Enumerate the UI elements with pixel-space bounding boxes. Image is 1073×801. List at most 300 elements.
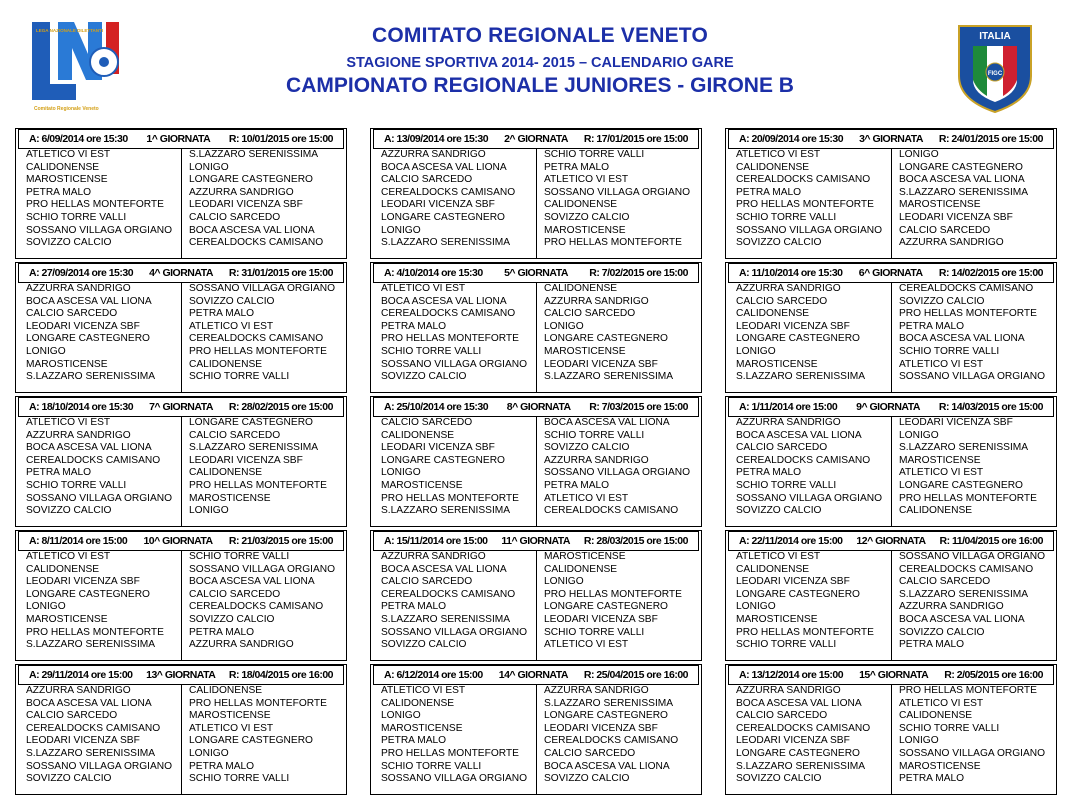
away-team: AZZURRA SANDRIGO — [544, 685, 649, 696]
match-row — [726, 359, 1056, 372]
match-row — [16, 467, 346, 480]
home-team: BOCA ASCESA VAL LIONA — [26, 697, 152, 709]
home-team: SOSSANO VILLAGA ORGIANO — [26, 224, 173, 236]
andata-date: A: 18/10/2014 ore 15:30 — [29, 401, 134, 413]
match-row — [371, 237, 701, 250]
home-team: CALCIO SARCEDO — [381, 174, 473, 186]
match-row — [16, 359, 346, 372]
match-row — [726, 748, 1056, 761]
away-team: SOVIZZO CALCIO — [544, 773, 630, 785]
home-team: LEODARI VICENZA SBF — [736, 735, 850, 747]
home-team: AZZURRA SANDRIGO — [736, 417, 841, 428]
match-row — [726, 187, 1056, 200]
away-team: LONIGO — [189, 747, 229, 759]
home-team: PRO HELLAS MONTEFORTE — [736, 626, 874, 638]
match-row — [16, 442, 346, 455]
home-team: SOSSANO VILLAGA ORGIANO — [381, 626, 528, 638]
match-row — [371, 748, 701, 761]
page-subtitle: STAGIONE SPORTIVA 2014- 2015 – CALENDARIO GARE — [346, 55, 734, 71]
home-team: CALCIO SARCEDO — [736, 295, 828, 307]
andata-date: A: 27/09/2014 ore 15:30 — [29, 267, 134, 279]
away-team: CALCIO SARCEDO — [899, 224, 991, 236]
home-team: MAROSTICENSE — [26, 174, 108, 186]
home-team: LONGARE CASTEGNERO — [736, 747, 860, 759]
away-team: PETRA MALO — [189, 760, 255, 772]
match-row — [726, 551, 1056, 564]
match-row — [16, 748, 346, 761]
giornata-label: 9^ GIORNATA — [856, 401, 920, 413]
home-team: PRO HELLAS MONTEFORTE — [381, 747, 519, 759]
ritorno-date: R: 17/01/2015 ore 15:00 — [583, 133, 688, 145]
away-team: LEODARI VICENZA SBF — [544, 613, 658, 625]
giornata-label: 4^ GIORNATA — [149, 267, 213, 279]
away-team: SCHIO TORRE VALLI — [899, 722, 1000, 734]
match-row — [16, 237, 346, 250]
match-row — [16, 576, 346, 589]
round-box — [370, 128, 702, 259]
home-team: CALIDONENSE — [736, 563, 810, 575]
home-team: S.LAZZARO SERENISSIMA — [26, 747, 156, 759]
match-row — [726, 430, 1056, 443]
home-team: LEODARI VICENZA SBF — [26, 735, 140, 747]
home-team: S.LAZZARO SERENISSIMA — [26, 639, 156, 651]
ritorno-date: R: 7/02/2015 ore 15:00 — [589, 267, 688, 279]
match-row — [726, 199, 1056, 212]
home-team: SOVIZZO CALCIO — [26, 505, 112, 517]
match-row — [726, 225, 1056, 238]
away-team: LONGARE CASTEGNERO — [189, 735, 313, 747]
home-team: AZZURRA SANDRIGO — [26, 283, 131, 294]
round-header — [18, 531, 344, 551]
match-list — [726, 417, 1056, 526]
home-team: CALCIO SARCEDO — [736, 710, 828, 722]
match-row — [726, 685, 1056, 698]
away-team: SOSSANO VILLAGA ORGIANO — [189, 283, 336, 294]
andata-date: A: 8/11/2014 ore 15:00 — [29, 535, 128, 547]
andata-date: A: 6/09/2014 ore 15:30 — [29, 133, 128, 145]
figc-italia-logo — [955, 22, 1035, 114]
away-team: CALIDONENSE — [189, 685, 263, 696]
away-team: MAROSTICENSE — [189, 492, 271, 504]
home-team: ATLETICO VI EST — [736, 149, 821, 160]
match-row — [371, 225, 701, 238]
home-team: ATLETICO VI EST — [381, 685, 466, 696]
round-box — [725, 530, 1057, 661]
away-team: S.LAZZARO SERENISSIMA — [899, 588, 1029, 600]
match-row — [16, 627, 346, 640]
away-team: LEODARI VICENZA SBF — [189, 199, 303, 211]
away-team: BOCA ASCESA VAL LIONA — [189, 576, 315, 588]
home-team: CEREALDOCKS CAMISANO — [26, 722, 161, 734]
round-header — [18, 397, 344, 417]
andata-date: A: 11/10/2014 ore 15:30 — [739, 267, 843, 279]
match-row — [726, 321, 1056, 334]
match-row — [726, 149, 1056, 162]
round-box — [370, 530, 702, 661]
italia-label: ITALIA — [979, 31, 1011, 42]
lnd-logo — [24, 14, 134, 114]
giornata-label: 7^ GIORNATA — [149, 401, 213, 413]
ritorno-date: R: 14/02/2015 ore 15:00 — [938, 267, 1043, 279]
away-team: SOSSANO VILLAGA ORGIANO — [899, 551, 1046, 562]
home-team: BOCA ASCESA VAL LIONA — [736, 697, 862, 709]
away-team: LONGARE CASTEGNERO — [544, 601, 668, 613]
round-box — [370, 396, 702, 527]
round-header — [728, 531, 1054, 551]
home-team: LONIGO — [381, 467, 421, 479]
home-team: LEODARI VICENZA SBF — [381, 199, 495, 211]
home-team: CALCIO SARCEDO — [736, 442, 828, 454]
round-header — [18, 665, 344, 685]
home-team: SCHIO TORRE VALLI — [26, 211, 127, 223]
away-team: PETRA MALO — [899, 773, 965, 785]
away-team: CALIDONENSE — [189, 467, 263, 479]
away-team: LONIGO — [899, 735, 939, 747]
home-team: ATLETICO VI EST — [26, 551, 111, 562]
home-team: CALIDONENSE — [381, 429, 455, 441]
home-team: LONIGO — [736, 345, 776, 357]
away-team: AZZURRA SANDRIGO — [189, 186, 294, 198]
match-row — [726, 627, 1056, 640]
away-team: SOSSANO VILLAGA ORGIANO — [899, 371, 1046, 383]
match-row — [16, 371, 346, 384]
giornata-label: 14^ GIORNATA — [498, 669, 568, 681]
home-team: PRO HELLAS MONTEFORTE — [736, 199, 874, 211]
match-row — [726, 308, 1056, 321]
away-team: CEREALDOCKS CAMISANO — [189, 237, 324, 249]
match-row — [371, 296, 701, 309]
round-box — [15, 664, 347, 795]
giornata-label: 8^ GIORNATA — [506, 401, 571, 413]
home-team: S.LAZZARO SERENISSIMA — [381, 613, 511, 625]
away-team: ATLETICO VI EST — [544, 174, 629, 186]
round-header — [728, 397, 1054, 417]
giornata-label: 5^ GIORNATA — [504, 267, 568, 279]
home-team: PRO HELLAS MONTEFORTE — [26, 626, 164, 638]
match-row — [16, 614, 346, 627]
ritorno-date: R: 31/01/2015 ore 15:00 — [228, 267, 333, 279]
round-header — [373, 665, 699, 685]
match-row — [371, 639, 701, 652]
match-row — [726, 773, 1056, 786]
home-team: SOSSANO VILLAGA ORGIANO — [26, 760, 173, 772]
away-team: MAROSTICENSE — [899, 454, 981, 466]
round-box — [15, 262, 347, 393]
home-team: CALIDONENSE — [26, 161, 100, 173]
home-team: ATLETICO VI EST — [381, 283, 466, 294]
away-team: MAROSTICENSE — [544, 345, 626, 357]
home-team: PRO HELLAS MONTEFORTE — [381, 333, 519, 345]
away-team: PETRA MALO — [544, 479, 610, 491]
away-team: CALCIO SARCEDO — [544, 747, 636, 759]
home-team: S.LAZZARO SERENISSIMA — [381, 237, 511, 249]
home-team: AZZURRA SANDRIGO — [381, 551, 486, 562]
round-header — [373, 531, 699, 551]
ritorno-date: R: 28/02/2015 ore 15:00 — [228, 401, 333, 413]
home-team: SOVIZZO CALCIO — [736, 505, 822, 517]
away-team: LEODARI VICENZA SBF — [544, 722, 658, 734]
andata-date: A: 13/09/2014 ore 15:30 — [384, 133, 489, 145]
match-row — [371, 589, 701, 602]
away-team: CEREALDOCKS CAMISANO — [544, 735, 679, 747]
match-row — [16, 551, 346, 564]
away-team: CALCIO SARCEDO — [189, 211, 281, 223]
match-list — [726, 551, 1056, 660]
home-team: AZZURRA SANDRIGO — [26, 685, 131, 696]
match-row — [16, 455, 346, 468]
away-team: LEODARI VICENZA SBF — [899, 211, 1013, 223]
away-team: AZZURRA SANDRIGO — [899, 601, 1004, 613]
match-row — [371, 576, 701, 589]
away-team: PRO HELLAS MONTEFORTE — [544, 237, 682, 249]
away-team: SOVIZZO CALCIO — [189, 295, 275, 307]
round-header — [728, 129, 1054, 149]
match-row — [16, 417, 346, 430]
ritorno-date: R: 11/04/2015 ore 16:00 — [939, 535, 1043, 547]
away-team: CALCIO SARCEDO — [189, 429, 281, 441]
page-header — [0, 0, 1073, 125]
round-box — [725, 664, 1057, 795]
match-row — [16, 225, 346, 238]
match-row — [371, 359, 701, 372]
championship-title: CAMPIONATO REGIONALE JUNIORES - GIRONE B — [286, 74, 794, 97]
away-team: S.LAZZARO SERENISSIMA — [899, 442, 1029, 454]
match-row — [16, 162, 346, 175]
away-team: SOSSANO VILLAGA ORGIANO — [189, 563, 336, 575]
match-row — [726, 723, 1056, 736]
home-team: AZZURRA SANDRIGO — [736, 283, 841, 294]
away-team: PRO HELLAS MONTEFORTE — [189, 479, 327, 491]
match-row — [371, 761, 701, 774]
home-team: PETRA MALO — [381, 735, 447, 747]
match-row — [726, 296, 1056, 309]
away-team: SCHIO TORRE VALLI — [544, 429, 645, 441]
away-team: SOVIZZO CALCIO — [544, 442, 630, 454]
round-box — [15, 530, 347, 661]
match-row — [726, 455, 1056, 468]
home-team: PRO HELLAS MONTEFORTE — [381, 492, 519, 504]
away-team: PETRA MALO — [544, 161, 610, 173]
away-team: PRO HELLAS MONTEFORTE — [544, 588, 682, 600]
home-team: BOCA ASCESA VAL LIONA — [381, 563, 507, 575]
home-team: LONIGO — [381, 224, 421, 236]
match-row — [371, 467, 701, 480]
away-team: SCHIO TORRE VALLI — [189, 371, 290, 383]
round-box — [725, 396, 1057, 527]
away-team: CALIDONENSE — [189, 358, 263, 370]
match-row — [726, 442, 1056, 455]
ritorno-date: R: 10/01/2015 ore 15:00 — [228, 133, 333, 145]
home-team: LONIGO — [381, 710, 421, 722]
away-team: SOVIZZO CALCIO — [899, 295, 985, 307]
match-list — [16, 551, 346, 660]
match-row — [726, 710, 1056, 723]
away-team: S.LAZZARO SERENISSIMA — [899, 186, 1029, 198]
home-team: LONGARE CASTEGNERO — [736, 588, 860, 600]
away-team: SOSSANO VILLAGA ORGIANO — [544, 186, 691, 198]
match-row — [726, 698, 1056, 711]
match-row — [371, 149, 701, 162]
home-team: S.LAZZARO SERENISSIMA — [736, 371, 866, 383]
away-team: CALIDONENSE — [544, 199, 618, 211]
home-team: MAROSTICENSE — [736, 613, 818, 625]
round-header — [728, 263, 1054, 283]
match-row — [16, 761, 346, 774]
home-team: LONGARE CASTEGNERO — [381, 211, 505, 223]
match-row — [16, 430, 346, 443]
home-team: AZZURRA SANDRIGO — [381, 149, 486, 160]
away-team: MAROSTICENSE — [899, 199, 981, 211]
away-team: S.LAZZARO SERENISSIMA — [544, 371, 674, 383]
home-team: SOVIZZO CALCIO — [736, 773, 822, 785]
match-row — [16, 346, 346, 359]
home-team: LONGARE CASTEGNERO — [26, 333, 150, 345]
away-team: MAROSTICENSE — [544, 551, 626, 562]
home-team: SOSSANO VILLAGA ORGIANO — [736, 224, 883, 236]
match-list — [726, 283, 1056, 392]
away-team: LONGARE CASTEGNERO — [899, 161, 1023, 173]
away-team: ATLETICO VI EST — [899, 358, 984, 370]
home-team: MAROSTICENSE — [26, 358, 108, 370]
away-team: PRO HELLAS MONTEFORTE — [899, 492, 1037, 504]
ritorno-date: R: 24/01/2015 ore 15:00 — [938, 133, 1043, 145]
home-team: BOCA ASCESA VAL LIONA — [381, 295, 507, 307]
away-team: LONIGO — [544, 320, 584, 332]
match-row — [726, 237, 1056, 250]
away-team: LEODARI VICENZA SBF — [189, 454, 303, 466]
match-row — [726, 493, 1056, 506]
match-row — [16, 321, 346, 334]
away-team: LONIGO — [899, 149, 939, 160]
home-team: PETRA MALO — [26, 186, 92, 198]
round-header — [373, 263, 699, 283]
match-list — [371, 149, 701, 258]
match-row — [371, 417, 701, 430]
match-row — [726, 174, 1056, 187]
away-team: CEREALDOCKS CAMISANO — [544, 505, 679, 517]
home-team: BOCA ASCESA VAL LIONA — [381, 161, 507, 173]
lnd-logo-sub: Comitato Regionale Veneto — [34, 106, 99, 112]
match-row — [16, 710, 346, 723]
match-row — [16, 505, 346, 518]
away-team: AZZURRA SANDRIGO — [544, 295, 649, 307]
away-team: MAROSTICENSE — [189, 710, 271, 722]
away-team: CALIDONENSE — [899, 505, 973, 517]
away-team: SOSSANO VILLAGA ORGIANO — [899, 747, 1046, 759]
match-list — [371, 417, 701, 526]
match-row — [726, 283, 1056, 296]
round-box — [370, 262, 702, 393]
figc-badge-text: FIGC — [987, 71, 1003, 77]
home-team: CALIDONENSE — [736, 308, 810, 320]
away-team: CEREALDOCKS CAMISANO — [899, 563, 1034, 575]
match-row — [16, 149, 346, 162]
away-team: CEREALDOCKS CAMISANO — [189, 601, 324, 613]
match-row — [16, 308, 346, 321]
away-team: MAROSTICENSE — [544, 224, 626, 236]
home-team: ATLETICO VI EST — [736, 551, 821, 562]
andata-date: A: 15/11/2014 ore 15:00 — [384, 535, 488, 547]
away-team: BOCA ASCESA VAL LIONA — [189, 224, 315, 236]
match-row — [371, 333, 701, 346]
home-team: SCHIO TORRE VALLI — [381, 345, 482, 357]
away-team: BOCA ASCESA VAL LIONA — [899, 333, 1025, 345]
match-row — [726, 333, 1056, 346]
home-team: LEODARI VICENZA SBF — [26, 576, 140, 588]
away-team: CALCIO SARCEDO — [189, 588, 281, 600]
away-team: LONIGO — [189, 161, 229, 173]
ritorno-date: R: 28/03/2015 ore 15:00 — [583, 535, 688, 547]
away-team: SCHIO TORRE VALLI — [899, 345, 1000, 357]
match-row — [371, 698, 701, 711]
match-row — [16, 283, 346, 296]
match-row — [16, 333, 346, 346]
match-row — [726, 589, 1056, 602]
match-row — [16, 174, 346, 187]
match-row — [16, 212, 346, 225]
match-row — [371, 199, 701, 212]
home-team: LEODARI VICENZA SBF — [381, 442, 495, 454]
round-header — [18, 263, 344, 283]
match-row — [371, 564, 701, 577]
match-row — [371, 723, 701, 736]
round-header — [18, 129, 344, 149]
home-team: SCHIO TORRE VALLI — [381, 760, 482, 772]
away-team: PETRA MALO — [899, 639, 965, 651]
home-team: PETRA MALO — [381, 601, 447, 613]
home-team: PETRA MALO — [26, 467, 92, 479]
andata-date: A: 13/12/2014 ore 15:00 — [739, 669, 844, 681]
away-team: LEODARI VICENZA SBF — [544, 358, 658, 370]
home-team: CEREALDOCKS CAMISANO — [381, 588, 516, 600]
home-team: SOSSANO VILLAGA ORGIANO — [26, 492, 173, 504]
away-team: PETRA MALO — [189, 626, 255, 638]
home-team: LONGARE CASTEGNERO — [26, 588, 150, 600]
home-team: CEREALDOCKS CAMISANO — [26, 454, 161, 466]
ritorno-date: R: 14/03/2015 ore 15:00 — [938, 401, 1043, 413]
home-team: LONIGO — [26, 601, 66, 613]
away-team: SOVIZZO CALCIO — [189, 613, 275, 625]
home-team: S.LAZZARO SERENISSIMA — [736, 760, 866, 772]
home-team: CALIDONENSE — [26, 563, 100, 575]
giornata-label: 1^ GIORNATA — [146, 133, 211, 145]
giornata-label: 3^ GIORNATA — [859, 133, 923, 145]
away-team: AZZURRA SANDRIGO — [544, 454, 649, 466]
match-row — [371, 480, 701, 493]
away-team: SCHIO TORRE VALLI — [189, 773, 290, 785]
ritorno-date: R: 7/03/2015 ore 15:00 — [589, 401, 688, 413]
away-team: LONGARE CASTEGNERO — [544, 333, 668, 345]
home-team: SOSSANO VILLAGA ORGIANO — [381, 773, 528, 785]
round-box — [15, 128, 347, 259]
match-list — [371, 551, 701, 660]
round-header — [728, 665, 1054, 685]
match-row — [726, 505, 1056, 518]
away-team: LEODARI VICENZA SBF — [899, 417, 1013, 428]
match-list — [726, 685, 1056, 794]
home-team: LEODARI VICENZA SBF — [26, 320, 140, 332]
home-team: PRO HELLAS MONTEFORTE — [26, 199, 164, 211]
away-team: LONGARE CASTEGNERO — [544, 710, 668, 722]
home-team: CEREALDOCKS CAMISANO — [736, 174, 871, 186]
home-team: LEODARI VICENZA SBF — [736, 320, 850, 332]
home-team: MAROSTICENSE — [26, 613, 108, 625]
match-row — [16, 773, 346, 786]
match-list — [16, 417, 346, 526]
home-team: BOCA ASCESA VAL LIONA — [736, 429, 862, 441]
home-team: CEREALDOCKS CAMISANO — [736, 454, 871, 466]
match-row — [726, 576, 1056, 589]
